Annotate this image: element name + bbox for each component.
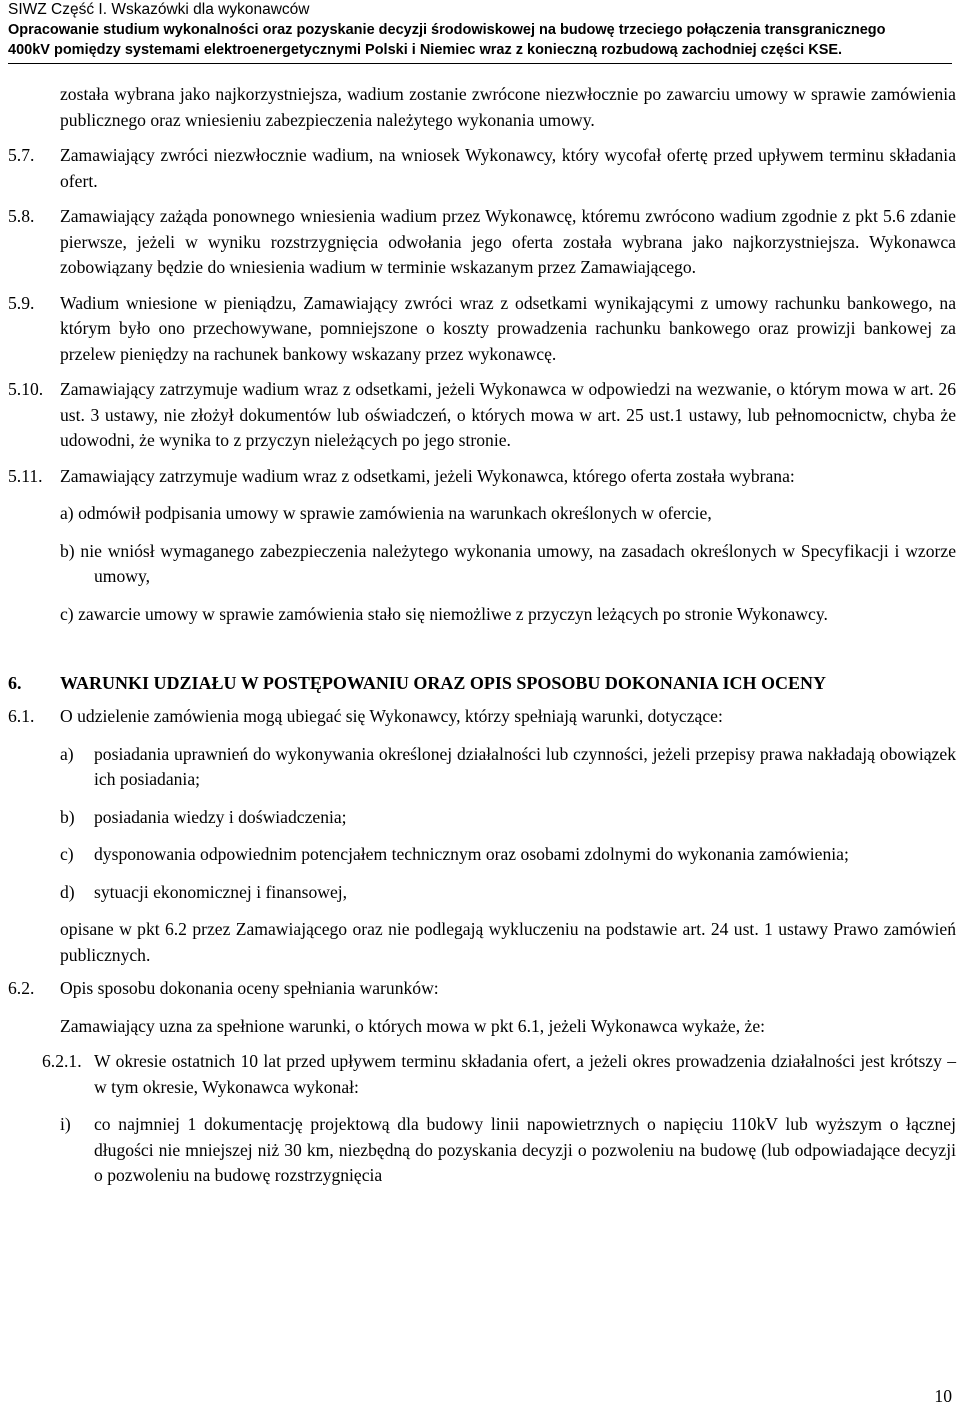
section-5-7: [8, 143, 956, 194]
section-text: Zamawiający zwróci niezwłocznie wadium, na wniosek Wykonawcy, który wycofał ofertę przed upływem terminu składania ofert.: [60, 145, 956, 191]
section-text: O udzielenie zamówienia mogą ubiegać się Wykonawcy, którzy spełniają warunki, dotyczące:: [60, 706, 723, 726]
section-6-2-intro: Zamawiający uzna za spełnione warunki, o których mowa w pkt 6.1, jeżeli Wykonawca wykaże, że:: [60, 1015, 766, 1036]
conditions-tail: opisane w pkt 6.2 przez Zamawiającego oraz nie podlegają wykluczeniu na podstawie art. 24 ust. 1 ustawy Prawo zamówień publicznych.: [60, 919, 956, 965]
list-item-a: a) odmówił podpisania umowy w sprawie zamówienia na warunkach określonych w ofercie,: [60, 503, 712, 523]
section-6-2-1: [42, 1049, 956, 1100]
header-line-2: Opracowanie studium wykonalności oraz pozyskanie decyzji środowiskowej na budowę trzeciego połączenia transgranicznego: [8, 22, 886, 38]
section-text: Wadium wniesione w pieniądzu, Zamawiający zwróci wraz z odsetkami wynikającymi z umowy rachunku bankowego, na którym było ono przechowywane, pomniejszone o koszty prowadzenia rachunku bankowego oraz prowizji bankowej za przelew pieniędzy na rachunek bankowy wskazany przez wykonawcę.: [60, 292, 956, 364]
section-number: 6.1.: [8, 706, 35, 726]
document-body: [8, 82, 956, 1189]
section-heading-6: [8, 671, 956, 696]
section-text: W okresie ostatnich 10 lat przed upływem terminu składania ofert, a jeżeli okres prowadzenia działalności jest krótszy – w tym okresie, Wykonawca wykonał:: [94, 1051, 956, 1097]
condition-label: a): [60, 743, 74, 764]
requirement-label: i): [60, 1114, 71, 1134]
header-line-3: 400kV pomiędzy systemami elektroenergetycznymi Polski i Niemiec wraz z konieczną rozbudową zachodniej części KSE.: [8, 42, 843, 58]
heading-text: WARUNKI UDZIAŁU W POSTĘPOWANIU ORAZ OPIS SPOSOBU DOKONANIA ICH OCENY: [60, 673, 826, 693]
section-number: 6.2.1.: [42, 1051, 82, 1071]
list-item-b: b) nie wniósł wymaganego zabezpieczenia należytego wykonania umowy, na zasadach określonych w Specyfikacji i wzorze umowy,: [60, 540, 956, 586]
condition-d: [60, 880, 956, 906]
section-5-10: [8, 377, 956, 454]
section-5-11: [8, 464, 956, 490]
section-6-1: [8, 704, 956, 730]
page-header: [8, 0, 952, 60]
condition-text: sytuacji ekonomicznej i finansowej,: [94, 881, 348, 902]
heading-number: 6.: [8, 673, 22, 693]
section-6-2: [8, 976, 956, 1002]
condition-c: [60, 842, 956, 868]
header-line-1: SIWZ Część I. Wskazówki dla wykonawców: [8, 1, 310, 18]
section-number: 5.9.: [8, 292, 35, 313]
condition-b: [60, 805, 956, 831]
condition-text: posiadania wiedzy i doświadczenia;: [94, 806, 347, 827]
condition-label: b): [60, 806, 75, 827]
list-item-c: c) zawarcie umowy w sprawie zamówienia stało się niemożliwe z przyczyn leżących po stronie Wykonawcy.: [60, 603, 828, 624]
section-number: 5.10.: [8, 379, 44, 399]
continued-paragraph: została wybrana jako najkorzystniejsza, wadium zostanie zwrócone niezwłocznie po zawarciu umowy w sprawie zamówienia publicznego oraz wniesieniu zabezpieczenia należytego wykonania umowy.: [60, 84, 956, 130]
condition-a: [60, 742, 956, 793]
section-number: 5.7.: [8, 145, 35, 165]
condition-text: posiadania uprawnień do wykonywania określonej działalności lub czynności, jeżeli przepisy prawa nakładają obowiązek ich posiadania;: [94, 743, 956, 789]
section-number: 6.2.: [8, 978, 35, 998]
page-number: 10: [934, 1386, 952, 1406]
section-text: Opis sposobu dokonania oceny spełniania warunków:: [60, 978, 439, 998]
section-number: 5.8.: [8, 206, 35, 226]
header-rule: [8, 63, 952, 64]
condition-label: c): [60, 844, 74, 864]
requirement-text: co najmniej 1 dokumentację projektową dla budowy linii napowietrznych o napięciu 110kV lub wyższym o łącznej długości nie mniejszej niż 30 km, niezbędną do pozyskania decyzji o pozwoleniu na budowę (lub odpowiadające decyzji o pozwoleniu na budowę rozstrzygnięcia: [94, 1114, 956, 1185]
condition-label: d): [60, 881, 75, 902]
requirement-i: [60, 1112, 956, 1189]
section-text: Zamawiający zatrzymuje wadium wraz z odsetkami, jeżeli Wykonawca, którego oferta została wybrana:: [60, 465, 795, 486]
section-text: Zamawiający zatrzymuje wadium wraz z odsetkami, jeżeli Wykonawca w odpowiedzi na wezwanie, o którym mowa w art. 26 ust. 3 ustawy, nie złożył dokumentów lub oświadczeń, o których mowa w art. 25 ust.1 ustawy, lub pełnomocnictw, chyba że udowodni, że wynika to z przyczyn nieleżących po jego stronie.: [60, 379, 956, 450]
section-text: Zamawiający zażąda ponownego wniesienia wadium przez Wykonawcę, któremu zwrócono wadium zgodnie z pkt 5.6 zdanie pierwsze, jeżeli w wyniku rozstrzygnięcia odwołania jego oferta została wybrana jako najkorzystniejsza. Wykonawca zobowiązany będzie do wniesienia wadium w terminie wskazanym przez Zamawiającego.: [60, 206, 956, 277]
section-number: 5.11.: [8, 465, 43, 486]
section-5-9: [8, 291, 956, 368]
section-5-8: [8, 204, 956, 281]
condition-text: dysponowania odpowiednim potencjałem technicznym oraz osobami zdolnymi do wykonania zamówienia;: [94, 844, 849, 864]
